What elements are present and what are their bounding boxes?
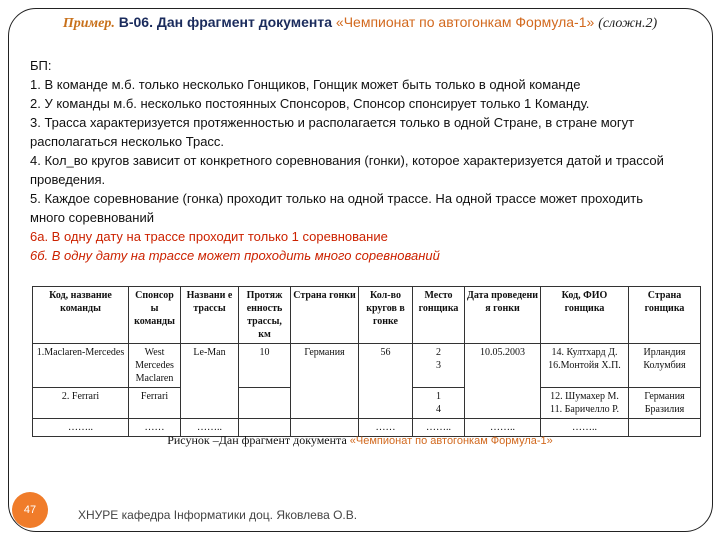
header-cell: Код, ФИО гонщика xyxy=(541,287,629,344)
cell-length: 10 xyxy=(239,344,291,388)
rule-6b: 6б. В одну дату на трассе может проходить много соревнований xyxy=(30,248,440,263)
title-example: Пример. xyxy=(62,16,115,31)
cell-places: 1 4 xyxy=(413,388,465,419)
cell-ellipsis: …….. xyxy=(413,419,465,437)
cell-length xyxy=(239,388,291,419)
cell-ellipsis: …… xyxy=(359,419,413,437)
rules-heading: БП: xyxy=(30,58,52,73)
header-cell: Дата проведени я гонки xyxy=(465,287,541,344)
cell-drivers: 12. Шумахер М. 11. Баричелло Р. xyxy=(541,388,629,419)
title-number: В-06. xyxy=(118,14,153,30)
cell-ellipsis: …… xyxy=(129,419,181,437)
table-row xyxy=(33,344,701,388)
footer-text: ХНУРЕ кафедра Інформатики доц. Яковлева О.В. xyxy=(78,508,358,522)
rule-6a: 6а. В одну дату на трассе проходит только 1 соревнование xyxy=(30,229,388,244)
cell-places: 2 3 xyxy=(413,344,465,388)
rule-line: 5. Каждое соревнование (гонка) проходит только на одной трассе. На одной трассе может проходить xyxy=(30,191,644,206)
header-cell: Место гонщика xyxy=(413,287,465,344)
cell-country: Германия xyxy=(291,344,359,419)
cell-track: Le-Man xyxy=(181,344,239,419)
header-cell: Кол-во кругов в гонке xyxy=(359,287,413,344)
cell-ellipsis: …….. xyxy=(465,419,541,437)
header-cell: Код, название команды xyxy=(33,287,129,344)
header-cell: Спонсор ы команды xyxy=(129,287,181,344)
rule-line: 2. У команды м.б. несколько постоянных Спонсоров, Спонсор спонсирует только 1 Команду. xyxy=(30,96,590,111)
caption-name: «Чемпионат по автогонкам Формула-1» xyxy=(349,435,553,447)
cell-date: 10.05.2003 xyxy=(465,344,541,419)
title-doc: Дан фрагмент документа xyxy=(156,14,333,30)
rule-line: 3. Трасса характеризуется протяженностью и располагается только в одной Стране, в стране могут xyxy=(30,115,635,130)
figure-caption xyxy=(0,433,720,448)
page-number-badge: 47 xyxy=(12,492,48,528)
cell-sponsors: West Mercedes Maclaren xyxy=(129,344,181,388)
title-name: «Чемпионат по автогонкам Формула-1» xyxy=(335,14,595,30)
cell-ellipsis: …….. xyxy=(33,419,129,437)
cell-sponsors: Ferrari xyxy=(129,388,181,419)
header-cell: Протяж енность трассы, км xyxy=(239,287,291,344)
rule-line: располагаться несколько Трасс. xyxy=(30,134,225,149)
rule-line: много соревнований xyxy=(30,210,154,225)
cell-ellipsis: …….. xyxy=(181,419,239,437)
rule-line: 1. В команде м.б. только несколько Гонщиков, Гонщик может быть только в одной команде xyxy=(30,77,581,92)
header-cell: Страна гонщика xyxy=(629,287,701,344)
cell-laps: 56 xyxy=(359,344,413,419)
table-header-row xyxy=(33,287,701,344)
cell-ellipsis: …….. xyxy=(541,419,629,437)
header-cell: Названи е трассы xyxy=(181,287,239,344)
document-table xyxy=(32,286,701,437)
caption-text: Рисунок –Дан фрагмент документа xyxy=(167,433,350,447)
business-rules xyxy=(30,56,700,265)
title-complexity: (сложн.2) xyxy=(598,16,658,31)
rule-line: проведения. xyxy=(30,172,106,187)
cell-drivers: 14. Култхард Д. 16.Монтойя Х.П. xyxy=(541,344,629,388)
header-cell: Страна гонки xyxy=(291,287,359,344)
cell-driver-countries: Ирландия Колумбия xyxy=(629,344,701,388)
cell-driver-countries: Германия Бразилия xyxy=(629,388,701,419)
cell-team: 2. Ferrari xyxy=(33,388,129,419)
rule-line: 4. Кол_во кругов зависит от конкретного соревнования (гонки), которое характеризуется датой и трассой xyxy=(30,153,664,168)
slide-title xyxy=(0,14,720,32)
cell-team: 1.Maclaren-Mercedes xyxy=(33,344,129,388)
